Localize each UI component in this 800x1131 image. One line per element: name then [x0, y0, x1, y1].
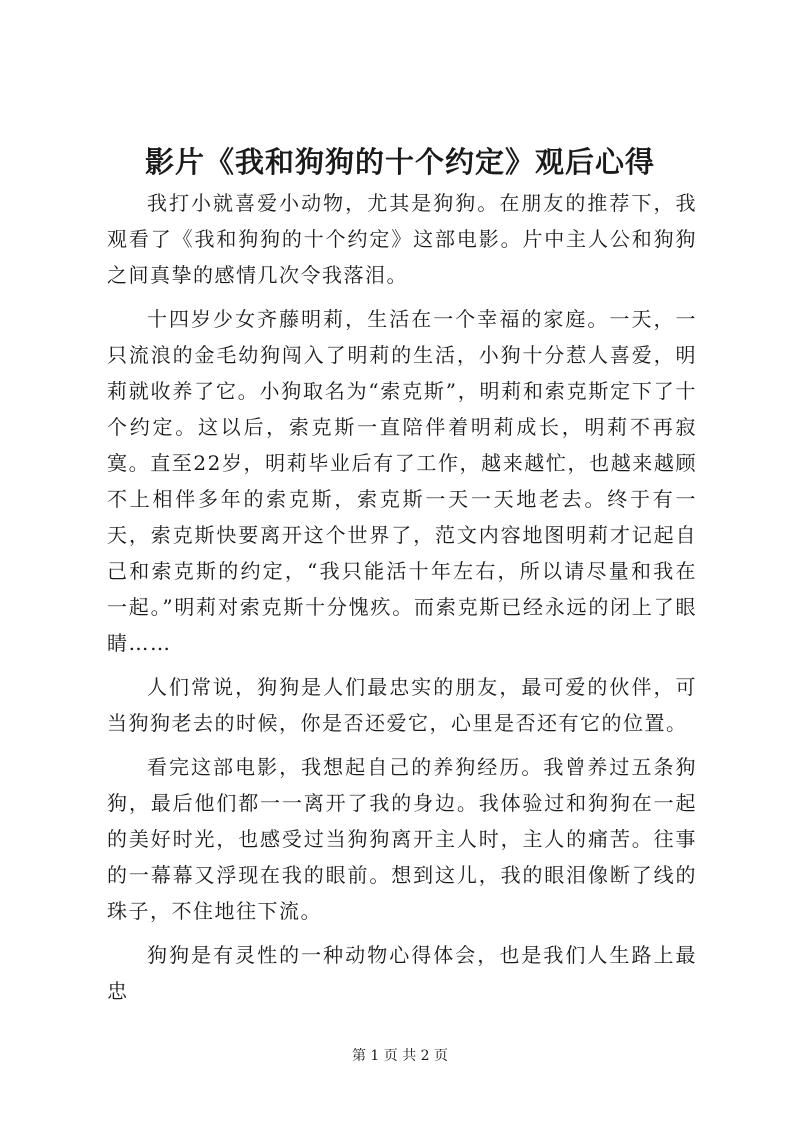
paragraph-2: 十四岁少女齐藤明莉，生活在一个幸福的家庭。一天，一只流浪的金毛幼狗闯入了明莉的生活，小狗十分惹人喜爱，明莉就收养了它。小狗取名为“索克斯”，明莉和索克斯定下了十个约定。这以后，索克斯一直陪伴着明莉成长，明莉不再寂寞。直至22岁，明莉毕业后有了工作，越来越忙，也越来越顾不上相伴多年的索克斯，索克斯一天一天地老去。终于有一天，索克斯快要离开这个世界了，范文内容地图明莉才记起自己和索克斯的约定，“我只能活十年左右，所以请尽量和我在一起。”明莉对索克斯十分愧疚。而索克斯已经永远的闭上了眼睛…… [107, 307, 697, 655]
document-body [107, 185, 697, 1017]
paragraph-3: 人们常说，狗狗是人们最忠实的朋友，最可爱的伙伴，可当狗狗老去的时候，你是否还爱它，心里是否还有它的位置。 [107, 675, 697, 735]
paragraph-5: 狗狗是有灵性的一种动物心得体会，也是我们人生路上最忠 [107, 943, 697, 1003]
page-footer: 第 1 页 共 2 页 [351, 1048, 449, 1064]
paragraph-4: 看完这部电影，我想起自己的养狗经历。我曾养过五条狗狗，最后他们都一一离开了我的身边。我体验过和狗狗在一起的美好时光，也感受过当狗狗离开主人时，主人的痛苦。往事的一幕幕又浮现在我的眼前。想到这儿，我的眼泪像断了线的珠子，不住地往下流。 [107, 755, 697, 923]
document-title: 影片《我和狗狗的十个约定》观后心得 [144, 145, 655, 179]
paragraph-1: 我打小就喜爱小动物，尤其是狗狗。在朋友的推荐下，我观看了《我和狗狗的十个约定》这部电影。片中主人公和狗狗之间真挚的感情几次令我落泪。 [107, 191, 697, 287]
